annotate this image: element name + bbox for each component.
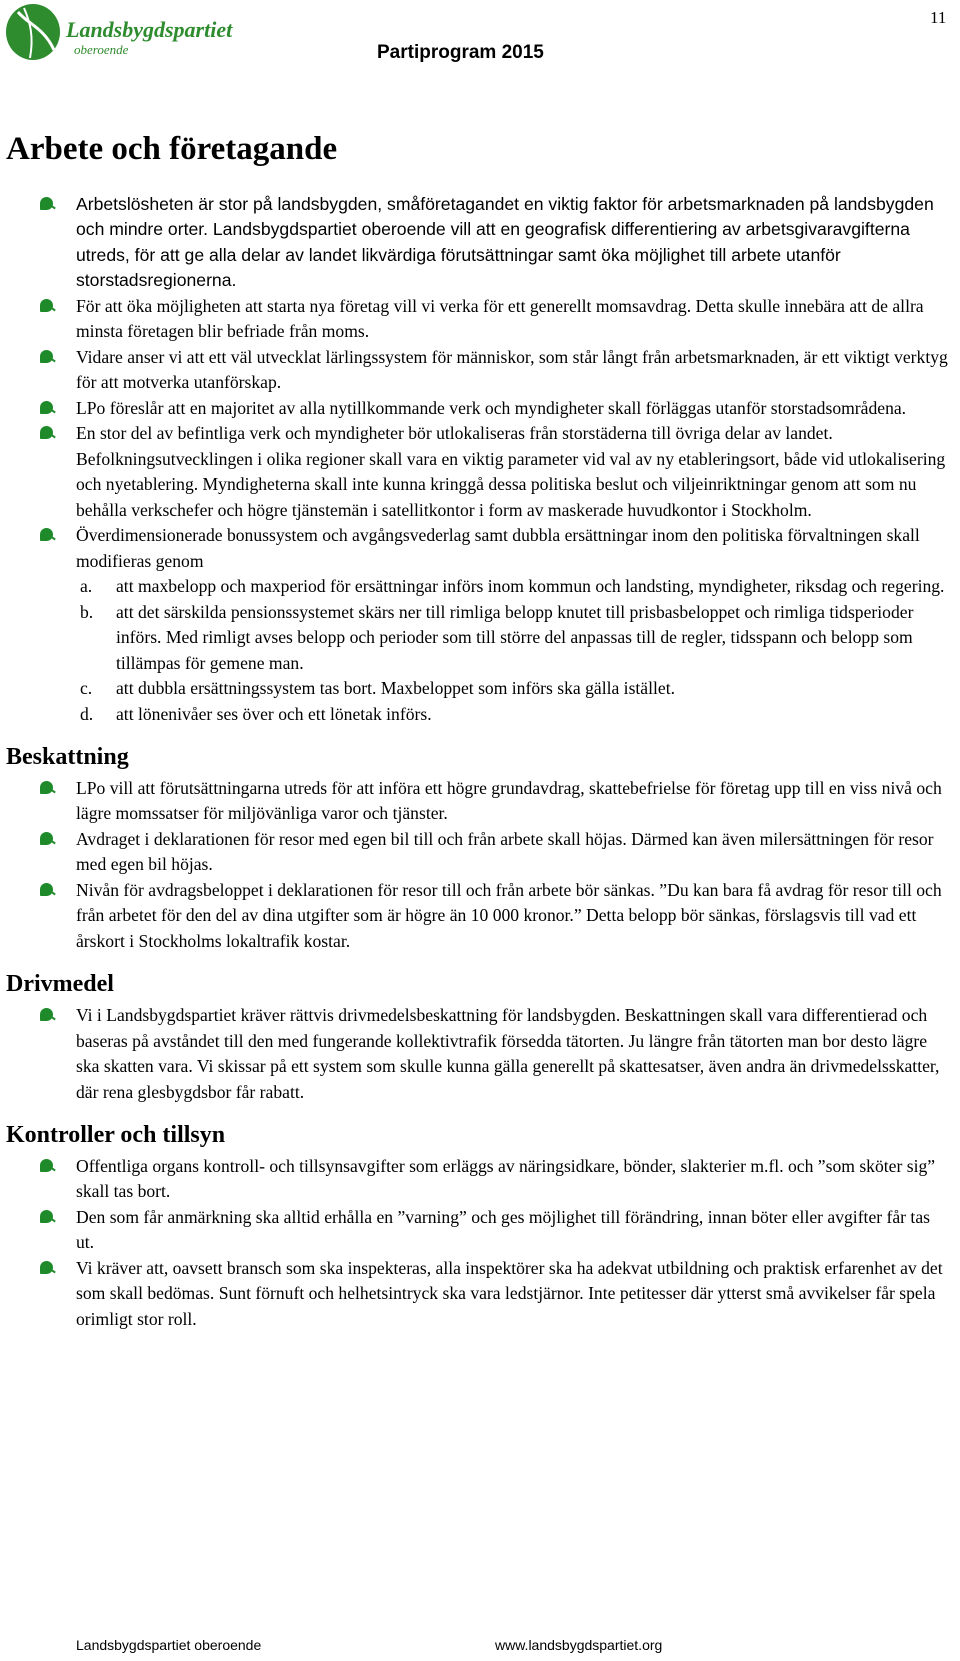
section-beskattning <box>6 743 951 954</box>
list-item <box>6 1154 951 1205</box>
list-item-text: Vidare anser vi att ett väl utvecklat lärlingssystem för människor, som står långt från arbetsmarknaden, är ett viktigt verktyg för att motverka utanförskap. <box>76 346 948 393</box>
list-item <box>6 523 951 727</box>
leaf-bullet-icon <box>40 426 56 442</box>
sub-list-item <box>76 676 951 702</box>
sub-list-text: att det särskilda pensionssystemet skärs ner till rimliga belopp knutet till prisbasbeloppet och rimliga tidsperioder införs. Med rimligt avses belopp och perioder som till större del anpassas till de regler, tidsspann och belopp som tillämpas för gemene man. <box>116 601 914 673</box>
footer-party-name: Landsbygdspartiet oberoende <box>76 1637 262 1653</box>
sub-list-text: att dubbla ersättningssystem tas bort. Maxbeloppet som införs ska gälla istället. <box>116 678 675 699</box>
leaf-bullet-icon <box>40 197 56 213</box>
leaf-bullet-icon <box>40 832 56 848</box>
list-item-text: En stor del av befintliga verk och myndigheter bör utlokaliseras från storstäderna till övriga delar av landet. Befolkningsutvecklingen i olika regioner skall vara en viktig parameter vid val av ny etableringsort, både vid utlokalisering och nyetablering. Myndigheterna skall inte kunna kringgå dessa politiska beslut och viljeinriktningar genom att som nu behålla verkschefer och högre tjänstemän i satellitkontor i form av maskerade huvudkontor i Stockholm. <box>76 423 946 520</box>
section-heading: Kontroller och tillsyn <box>6 1122 226 1149</box>
sub-list-marker: a. <box>80 576 93 597</box>
list-item <box>6 776 951 827</box>
list-item-text: Vi i Landsbygdspartiet kräver rättvis drivmedelsbeskattning för landsbygden. Beskattningen skall vara differentierad och baseras på avståndet till den med fungerande kollektivtrafik försedda tätorten. Ju längre från tätorten man bor desto lägre ska skatten vara. Vi skissar på ett system som skulle kunna gälla generellt på skattesatser, även andra än drivmedelsskatter, där rena glesbygdsbor får rabatt. <box>76 1005 940 1102</box>
section-heading: Beskattning <box>6 744 129 771</box>
list-item-text: Vi kräver att, oavsett bransch som ska inspekteras, alla inspektörer ska ha adekvat utbildning och praktisk erfarenhet av det som skall bedömas. Sunt förnuft och helhetsintryck ska vara ledstjärnor. Inte petitesser där ytterst små avvikelser får spela orimligt stor roll. <box>76 1257 943 1329</box>
bullet-list <box>6 1003 951 1105</box>
list-item <box>6 396 951 422</box>
sub-list-item <box>76 574 951 600</box>
section-drivmedel <box>6 970 951 1105</box>
sub-list-item <box>76 600 951 677</box>
list-item <box>6 878 951 955</box>
list-item-text: Avdraget i deklarationen för resor med egen bil till och från arbete skall höjas. Därmed kan även milersättningen för resor med egen bil höjas. <box>76 828 934 875</box>
list-item-text: Överdimensionerade bonussystem och avgångsvederlag samt dubbla ersättningar inom den politiska förvaltningen skall modifieras genom <box>76 525 920 571</box>
leaf-bullet-icon <box>40 1261 56 1277</box>
list-item-text: LPo vill att förutsättningarna utreds för att införa ett högre grundavdrag, skattebefrielse för företag upp till en viss nivå och lägre momssatser för miljövänliga varor och tjänster. <box>76 777 942 824</box>
leaf-bullet-icon <box>40 781 56 797</box>
sub-list-text: att lönenivåer ses över och ett lönetak införs. <box>116 703 432 724</box>
list-item-text: För att öka möjligheten att starta nya företag vill vi verka för ett generellt momsavdrag. Detta skulle innebära att de allra minsta företagen blir befriade från moms. <box>76 295 924 342</box>
list-item <box>6 1003 951 1105</box>
list-item <box>6 1256 951 1333</box>
list-item <box>6 294 951 345</box>
logo-subtitle: oberoende <box>74 42 129 57</box>
list-item-text: Offentliga organs kontroll- och tillsynsavgifter som erläggs av näringsidkare, bönder, slakterier m.fl. och ”som sköter sig” skall tas bort. <box>76 1155 936 1202</box>
list-item-text: Arbetslösheten är stor på landsbygden, småföretagandet en viktig faktor för arbetsmarknaden på landsbygden och mindre orter. Landsbygdspartiet oberoende vill att en geografisk differentiering av arbetsgivaravgifterna utreds, för att ge alla delar av landet likvärdiga förutsättningar samt öka möjlighet till arbete utanför storstadsregionerna. <box>76 193 934 291</box>
leaf-bullet-icon <box>40 1210 56 1226</box>
bullet-list <box>6 192 951 728</box>
document-title: Partiprogram 2015 <box>377 42 544 63</box>
bullet-list <box>6 1154 951 1333</box>
list-item <box>6 421 951 523</box>
party-logo <box>4 2 234 66</box>
section-heading: Drivmedel <box>6 971 114 998</box>
list-item-text: Nivån för avdragsbeloppet i deklarationen för resor till och från arbete bör sänkas. ”Du kan bara få avdrag för resor till och från arbetet för den del av dina utgifter som är högre än 10 000 kronor.” Detta belopp bör sänkas, förslagsvis till vad ett årskort i Stockholms lokaltrafik kostar. <box>76 879 942 951</box>
list-item <box>6 1205 951 1256</box>
sub-list-text: att maxbelopp och maxperiod för ersättningar införs inom kommun och landsting, myndigheter, riksdag och regering. <box>116 576 945 597</box>
sub-list <box>76 574 951 727</box>
leaf-bullet-icon <box>40 401 56 417</box>
leaf-bullet-icon <box>40 299 56 315</box>
page-number: 11 <box>930 8 947 27</box>
leaf-bullet-icon <box>40 1008 56 1024</box>
section-heading: Arbete och företagande <box>6 131 338 167</box>
sub-list-item <box>76 702 951 728</box>
leaf-bullet-icon <box>40 350 56 366</box>
leaf-bullet-icon <box>40 883 56 899</box>
list-item-text: Den som får anmärkning ska alltid erhålla en ”varning” och ges möjlighet till förändring, innan böter eller avgifter får tas ut. <box>76 1206 930 1253</box>
leaf-bullet-icon <box>40 1159 56 1175</box>
footer-website: www.landsbygdspartiet.org <box>495 1637 663 1653</box>
list-item <box>6 192 951 294</box>
logo-name: Landsbygdspartiet <box>66 17 233 42</box>
sub-list-marker: d. <box>80 703 94 724</box>
bullet-list <box>6 776 951 955</box>
list-item <box>6 345 951 396</box>
main-content <box>6 130 951 1332</box>
list-item <box>6 827 951 878</box>
list-item-text: LPo föreslår att en majoritet av alla nytillkommande verk och myndigheter skall förläggas utanför storstadsområdena. <box>76 397 907 418</box>
sub-list-marker: b. <box>80 601 94 622</box>
section-kontroller <box>6 1121 951 1332</box>
sub-list-marker: c. <box>80 678 93 699</box>
leaf-bullet-icon <box>40 528 56 544</box>
section-arbete <box>6 130 951 727</box>
leaf-logo-icon <box>4 2 64 64</box>
